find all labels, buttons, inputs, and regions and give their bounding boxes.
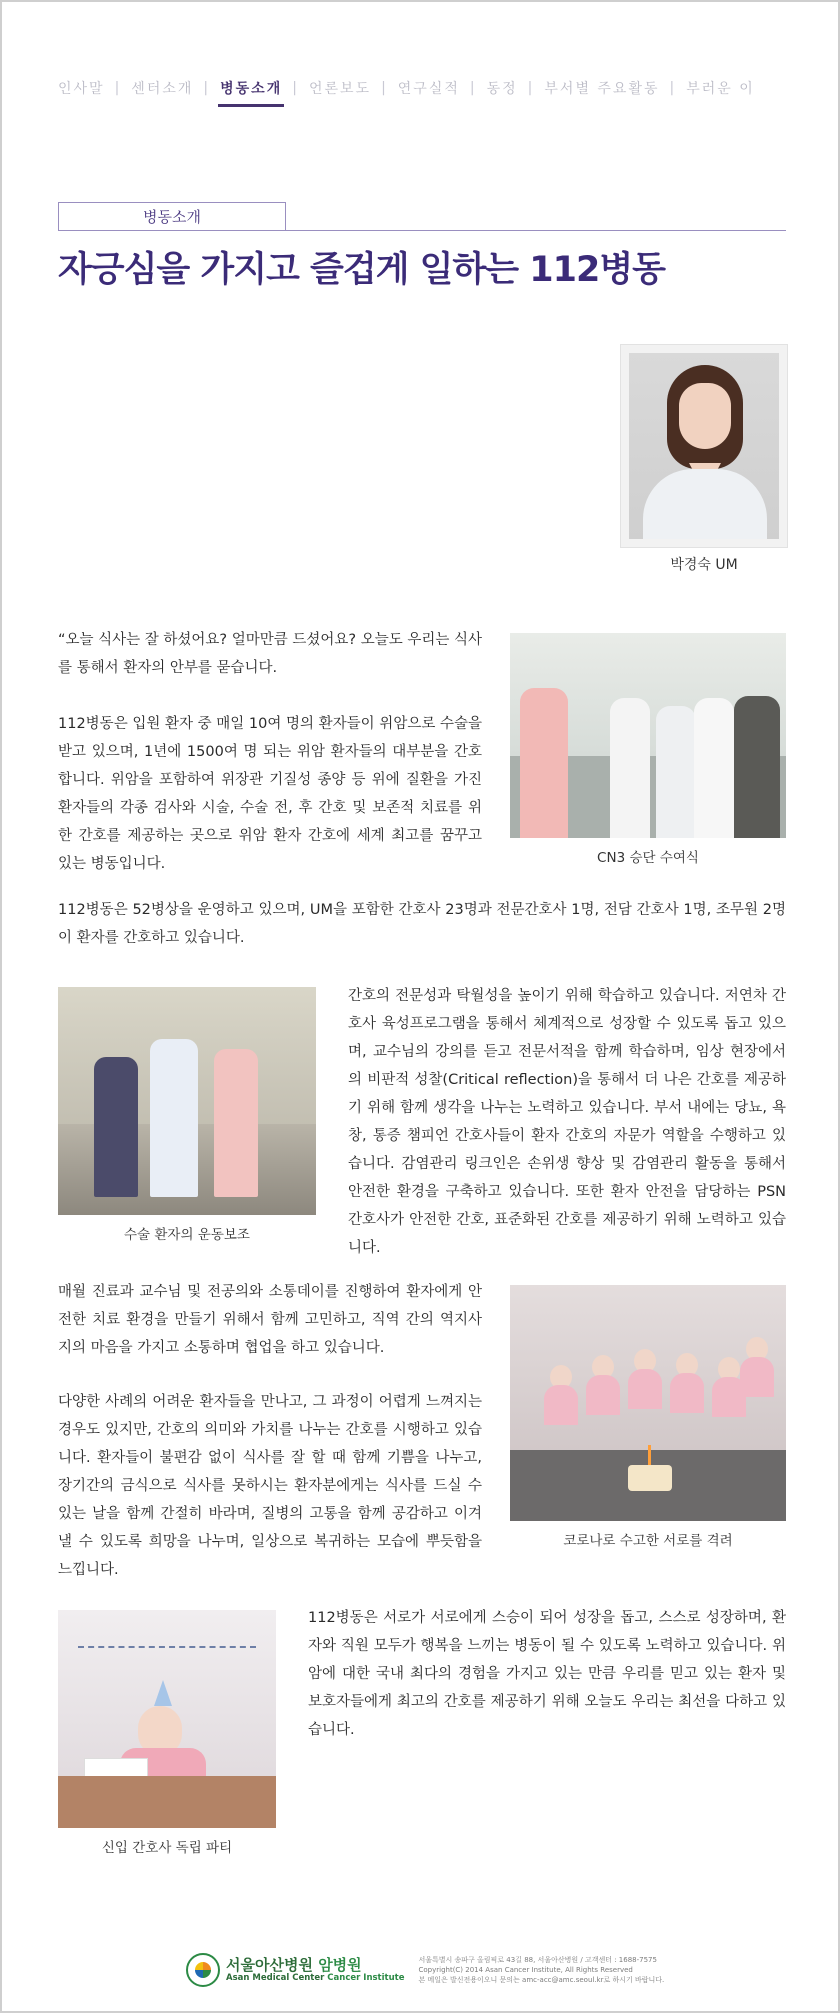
photo-exercise-assistance <box>58 987 316 1215</box>
footer-copyright: Copyright(C) 2014 Asan Cancer Institute, All Rights Reserved <box>418 1966 633 1974</box>
nav-item-news[interactable]: 동정 <box>486 81 518 97</box>
nav-separator: | <box>469 80 477 96</box>
photo-caption-party: 신입 간호사 독립 파티 <box>101 1840 233 1856</box>
section-divider <box>58 230 786 231</box>
nav-item-press[interactable]: 언론보도 <box>308 81 372 97</box>
nav-separator: | <box>292 80 299 96</box>
hospital-logo <box>226 1957 404 1983</box>
photo-promotion-ceremony <box>510 633 786 838</box>
portrait-photo <box>620 344 788 548</box>
logo-english-name: Asan Medical Center <box>226 1972 325 1983</box>
footer-info <box>418 1955 664 1985</box>
footer-notice: 본 메일은 발신전용이오니 문의는 amc-acc@amc.seoul.kr로 하시기 바랍니다. <box>418 1976 665 1984</box>
intro-paragraph: “오늘 식사는 잘 하셨어요? 얼마만큼 드셨어요? 오늘도 우리는 식사를 통해서 환자의 안부를 묻습니다. <box>58 632 482 676</box>
footer-address: 서울특별시 송파구 올림픽로 43길 88, 서울아산병원 / 고객센터 : 1688-7575 <box>418 1956 657 1964</box>
section-label: 병동소개 <box>58 202 286 230</box>
hospital-logo-icon <box>186 1953 220 1987</box>
nav-item-department-activities[interactable]: 부서별 주요활동 <box>544 81 660 97</box>
photo-caption-promotion: CN3 승단 수여식 <box>597 850 699 866</box>
education-paragraph: 간호의 전문성과 탁월성을 높이기 위해 학습하고 있습니다. 저연차 간호사 육성프로그램을 통해서 체계적으로 성장할 수 있도록 돕고 있으며, 교수님의 강의를 듣고 전문서적을 함께 학습하며, 임상 현장에서의 비판적 성찰(Critical reflection)을 통해서 더 나은 간호를 제공하기 위해 함께 생각을 나누는 노력하고 있습니다. 부서 내에는 당뇨, 욕창, 통증 챔피언 간호사들이 환자 간호의 자문가 역할을 수행하고 있습니다. 감염관리 링크인은 손위생 향상 및 감염관리 활동을 통해서 안전한 환경을 구축하고 있습니다. 또한 환자 안전을 담당하는 PSN 간호사가 안전한 간호, 표준화된 간호를 제공하기 위해 노력하고 있습니다. <box>348 988 786 1256</box>
nav-item-envy[interactable]: 부러운 이 <box>686 81 755 97</box>
staffing-paragraph: 112병동은 52병상을 운영하고 있으며, UM을 포함한 간호사 23명과 전문간호사 1명, 전담 간호사 1명, 조무원 2명이 환자를 간호하고 있습니다. <box>58 902 786 946</box>
nav-item-ward-intro[interactable]: 병동소개 <box>210 78 292 98</box>
closing-paragraph: 112병동은 서로가 서로에게 스승이 되어 성장을 돕고, 스스로 성장하며, 환자와 직원 모두가 행복을 느끼는 병동이 될 수 있도록 노력하고 있습니다. 위암에 대한 국내 최다의 경험을 가지고 있는 만큼 우리를 믿고 있는 환자 및 보호자들에게 최고의 간호를 제공하기 위해 오늘도 우리는 최선을 다하고 있습니다. <box>308 1610 786 1738</box>
top-nav <box>58 78 798 98</box>
nav-item-research[interactable]: 연구실적 <box>397 81 460 97</box>
logo-korean-name: 서울아산병원 <box>226 1956 313 1975</box>
photo-caption-covid: 코로나로 수고한 서로를 격려 <box>563 1533 733 1549</box>
footer <box>186 1950 686 1990</box>
portrait-caption: 박경숙 UM <box>670 557 738 573</box>
page-title: 자긍심을 가지고 즐겁게 일하는 112병동 <box>58 250 665 290</box>
nav-separator: | <box>527 80 535 96</box>
photo-covid-encouragement <box>510 1285 786 1521</box>
ward-description-paragraph: 112병동은 입원 환자 중 매일 10여 명의 환자들이 위암으로 수술을 받고 있으며, 1년에 1500여 명 되는 위암 환자들의 대부분을 간호합니다. 위암을 포함하여 위장관 기질성 종양 등 위에 질환을 가진 환자들의 각종 검사와 시술, 수술 전, 후 간호 및 보존적 치료를 위한 간호를 제공하는 곳으로 위암 환자 간호에 세계 최고를 꿈꾸고 있는 병동입니다. <box>58 716 482 872</box>
nav-separator: | <box>669 80 677 96</box>
nav-separator: | <box>381 80 388 96</box>
nav-item-center-intro[interactable]: 센터소개 <box>131 81 194 97</box>
photo-caption-exercise: 수술 환자의 운동보조 <box>124 1227 250 1243</box>
nav-item-greeting[interactable]: 인사말 <box>58 81 105 97</box>
communication-paragraph: 매월 진료과 교수님 및 전공의와 소통데이를 진행하여 환자에게 안전한 치료 환경을 만들기 위해서 함께 고민하고, 직역 간의 역지사지의 마음을 가지고 소통하며 협업을 하고 있습니다. <box>58 1284 482 1356</box>
logo-english-sub: Cancer Institute <box>327 1972 405 1983</box>
nav-separator: | <box>114 80 122 96</box>
photo-new-nurse-party <box>58 1610 276 1828</box>
care-value-paragraph: 다양한 사례의 어려운 환자들을 만나고, 그 과정이 어렵게 느껴지는 경우도 있지만, 간호의 의미와 가치를 나누는 간호를 시행하고 있습니다. 환자들이 불편감 없이 식사를 잘 할 때 함께 기쁨을 나누고, 장기간의 금식으로 식사를 못하시는 환자분에게는 식사를 드실 수 있는 날을 함께 간절히 바라며, 질병의 고통을 함께 공감하고 이겨낼 수 있도록 희망을 나누며, 일상으로 복귀하는 모습에 뿌듯함을 느낍니다. <box>58 1394 482 1578</box>
nav-separator: | <box>203 80 211 96</box>
logo-korean-sub: 암병원 <box>318 1956 362 1975</box>
